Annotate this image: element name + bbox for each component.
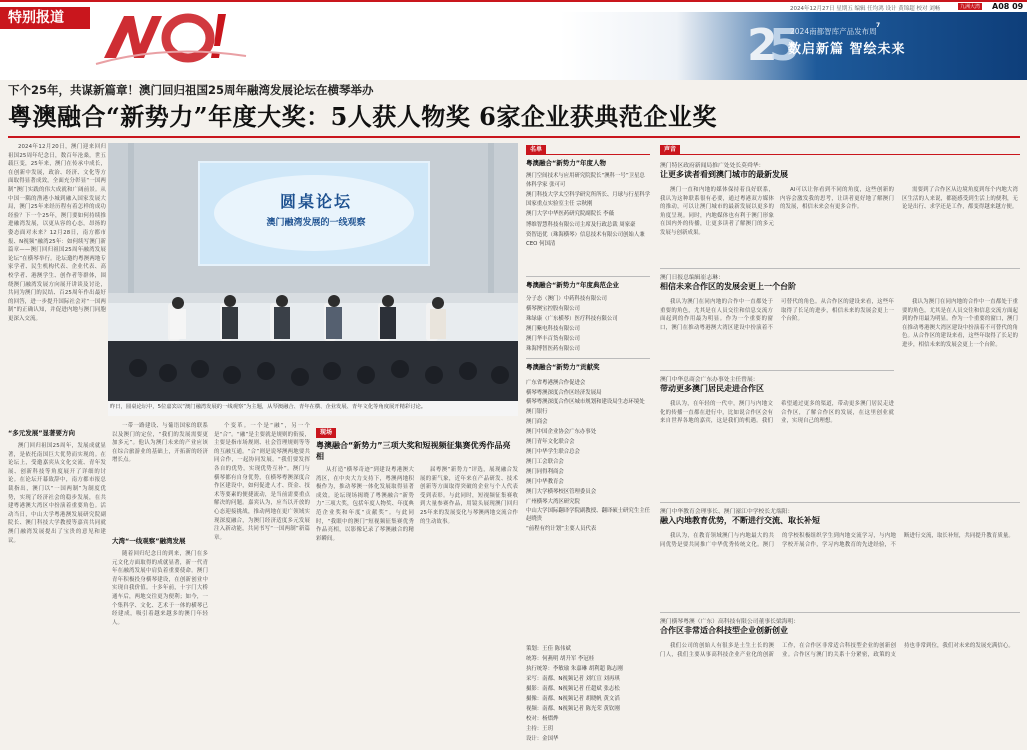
screen-subtitle: 澳门融湾发展的一线观察: [266, 218, 366, 228]
voice2-title: 相信未来合作区的发展会更上一个台阶: [660, 282, 796, 291]
credit-line: 设计：金国华: [526, 736, 559, 742]
award-contrib: 澳门青年文化联合会: [526, 438, 575, 445]
awards-divider-2: [526, 358, 650, 359]
award-enterprise: 珠绿康（广东横琴）医疗科技有限公司: [526, 316, 618, 322]
voice-side-paragraph: 我认为澳门在同内地的合作中一直都处于重要的角色，尤其是在人员交往和信息交流方面起到的作用最为明显。作为一个重要的窗口，澳门在推动粤港澳大湾区建设中扮演着不可替代的角色。从合作区的建设来看，这些年取得了长足的进步，相信未来的发展会更上一个台阶。: [902, 299, 1018, 348]
award-enterprise: 珠海博智医药有限公司: [526, 346, 580, 352]
voice1-paragraph-b: AI可以让你看到不同的角度，这些创新的内容会激发我的思考，让读者更好地了解澳门的发展，相信未来会有更多合作。: [780, 187, 894, 211]
nandu-logo-graphic: [96, 6, 246, 66]
credit-line: 采写：南都、N视频记者 刘红宣 刘再琪: [526, 676, 620, 682]
award-person: 澳门科技大学太空科学研究所所长、月球与行星科学国家重点实验室主任 宗秋刚: [526, 192, 650, 207]
col4-title: 粤澳融合“新势力”三项大奖和短视频征集赛优秀作品亮相: [316, 441, 511, 461]
voice-divider-3: [660, 502, 1020, 503]
award-contrib: 澳门中华学生联合总会: [526, 448, 580, 455]
voice5-paragraph: 我们公司的创始人有很多是土生土长的澳门人，我们主要从事高科技企业产业化的创新工作，在合作区非常适合科技型企业的创新创业。合作区与澳门的关系十分紧密，政策的支持也非常到位，我们对未来的发展充满信心。: [660, 643, 1014, 658]
credits-box: [526, 644, 650, 744]
voice4-kicker: 澳门中华教育会理事长、澳门濠江中学校长尤端阳：: [660, 509, 794, 515]
award-contrib: “前程有约计划”主要人员代表: [526, 525, 597, 532]
header-band: [0, 0, 1027, 80]
awards-enterprise-list: [526, 294, 650, 354]
award-person: 澳门空间技术与应用研究院院长“澳科一号”卫星总体科学家 张可可: [526, 173, 645, 188]
awards-people-list: [526, 172, 650, 250]
voice-divider-4: [660, 612, 1020, 613]
col3-text: [214, 422, 310, 740]
summit-slogan: 数启新篇 智绘未来: [788, 42, 906, 57]
voice1-text-b: [780, 186, 894, 266]
header-meta: 2024年12月27日 星期五 编辑 任均鸿 设计 黄锦超 校对 刘畅: [790, 6, 941, 12]
voice5-text: [660, 642, 1018, 742]
col2-paragraph-b: 随着回归纪念日的到来，澳门在多元文化方面取得的成就显著，新一代青年在融湾发展中肩负着重要使命。澳门青年积极投身横琴建设，在创新创业中实现自我价值。十多年前，十字门大桥通车后，两地交往更为便利；如今，一个集科学、文化、艺术于一体的横琴已经建成，吸引着越来越多的澳门年轻人。: [112, 551, 208, 626]
summit-banner: [560, 12, 1027, 80]
voice4-paragraph: 我认为，在教育领域澳门与内地最大的共同优势是要共同推广中华优秀传统文化。澳门的学校积极组织学生到内地交流学习，与内地学校开展合作，学习内地教育的先进经验，不断进行交流，取长补短，共同提升教育质量。: [660, 533, 1014, 548]
col2-text-a: [112, 422, 208, 532]
col2-heading: 大湾“一线观察”融湾发展: [112, 537, 186, 545]
forum-photo: [108, 143, 518, 416]
awards-contrib-title: 粤澳融合“新势力”贡献奖: [526, 363, 600, 371]
voice3-kicker: 澳门中华总商会广东办事处主任曾展：: [660, 377, 759, 383]
awards-tag: 名单: [526, 145, 546, 155]
svg-text:2: 2: [747, 20, 778, 71]
header-logo-small: 九洲大湾: [960, 4, 981, 10]
voice2-text: [660, 298, 894, 378]
award-person: 资智迅优（珠海横琴）信息技术有限公司创始人兼CEO 何国清: [526, 232, 645, 247]
header-red-rule: [0, 0, 1027, 2]
award-enterprise: 分子态（澳门）中药科技有限公司: [526, 296, 607, 302]
award-contrib: 中山大学国际翻译学院副教授、翻译硕士研究生主任赵晓贵: [526, 507, 650, 522]
award-contrib: 澳门工会联合会: [526, 458, 564, 465]
voice1-paragraph-c: 需要到了合作区从边境角度到每个内地大湾区生活的人来说，都能感受到生活上的便利，无论是出行、求学还是工作，都变得越来越方便。: [902, 187, 1018, 211]
summit-title: 2024南都智库产品发布周: [790, 27, 877, 36]
voice-side-text: [902, 298, 1018, 498]
credit-line: 执行统筹：李敏瑜 朱嘉琳 胡利超 陈志刚: [526, 666, 623, 672]
col4-paragraph: 从打造“横琴奇迹”到建设粤港澳大湾区，在中央大力支持下，粤澳两地积极作为，推动琴澳一体化发展取得显著成效。论坛现场揭晓了粤澳融合“新势力”三项大奖，包括年度人物奖、年度典范企业奖和年度“贡献奖”。与此同时，“我眼中的澳门”短视频征集赛优秀作品亮相，以影像记录了琴澳融合的精彩瞬间。: [316, 467, 414, 542]
voice1-title: 让更多读者看到澳门城市的最新发展: [660, 170, 788, 179]
voices-tag: 声音: [660, 145, 680, 155]
voice1-text-c: [902, 186, 1018, 266]
voice1-kicker: 澳门特区政府新闻局推广处处长莫舜华：: [660, 163, 765, 169]
voice1-text-a: [660, 186, 774, 266]
summit-num: 7: [876, 22, 881, 29]
voice1-paragraph-a: 澳门一直和内地的媒体保持着良好联系，我认为这种联系很有必要，通过粤港双方媒体的推动，可以让澳门城市的最新发展以更多的角度呈现。同时，内地媒体也有利于澳门形象在国内外的传播，让更多读者了解澳门的多元发展与创新成果。: [660, 187, 774, 236]
voice4-title: 融入内地教育优势，不断进行交流、取长补短: [660, 516, 820, 525]
svg-text:5: 5: [769, 20, 800, 71]
col4-tag: 现场: [316, 428, 336, 438]
award-enterprise: 澳门紫电科技有限公司: [526, 326, 580, 332]
col4-text: [316, 466, 414, 740]
photo-caption: 昨日，圆桌论坛中，5位嘉宾以“澳门融湾发展的一线观察”为主题，从琴澳融合、青年在横、企业发展、青年文化等角度展开精彩讨论。: [110, 404, 427, 410]
voice3-paragraph: 我认为，在年轻的一代中，澳门与内地文化的传播一直都在进行中，比如说合作区会有来自世界各地的嘉宾，这是我们的机遇。我们希望通过更多的渠道，带动更多澳门居民走进合作区，了解合作区的发展，在这里创业就业，实现自己的理想。: [660, 401, 894, 425]
col2-text-b: [112, 550, 208, 740]
headline-title: 粤澳融合“新势力”年度大奖：5人获人物奖 6家企业获典范企业奖: [8, 102, 717, 131]
award-contrib: 澳门商会: [526, 418, 548, 425]
headline-rule: [8, 136, 1020, 138]
voice5-kicker: 澳门横琴粤澳（广东）高科技有限公司董事长梁海明：: [660, 619, 800, 625]
credit-line: 策划：王佳 陈伟斌: [526, 646, 571, 652]
voice3-title: 带动更多澳门居民走进合作区: [660, 384, 764, 393]
screen-title: 圆桌论坛: [279, 192, 352, 211]
award-contrib: 澳门同得利商会: [526, 468, 564, 475]
awards-people-title: 粤澳融合“新势力”年度人物: [526, 159, 607, 167]
forum-photo-graphic: [108, 143, 518, 416]
col5-text: [420, 466, 518, 642]
voice2-kicker: 澳门日报总编辑崔志琳：: [660, 275, 724, 281]
col5-paragraph: 届粤澳“新势力”评选，展现融合发展的新气象，近年来在产品研发、技术创新等方面取得突破的企业与个人代表受到表彰。与此同时，短视频征集赛收到大量参赛作品，用镜头展现澳门回归25年来的发展变化与琴澳两地交流合作的生动故事。: [420, 467, 518, 525]
awards-rule: [526, 154, 650, 155]
col1-paragraph: 澳门回归祖国25周年，发展成就显著，是依托南国巨大优势而实现的。在论坛上，受邀嘉宾从文化交流、青年发展、创新科技等角度展开了详细的讨论。在论坛开幕致辞中，南方都市报总裁指出，澳门以“一国两制”为制度优势，实现了经济社会的稳步发展，在共建粤港澳大湾区中扮演着重要角色。活动当日，中山大学粤港澳发展研究院副院长、澳门科技大学教授等嘉宾共同就澳门融湾发展提出了宝贵的意见和建议。: [8, 443, 106, 544]
voices-rule: [660, 154, 1020, 155]
voice5-title: 合作区非常适合科技型企业创新创业: [660, 626, 788, 635]
section-badge: 特别报道: [0, 7, 90, 29]
voice-divider-2: [660, 370, 894, 371]
lead-text: [8, 143, 106, 423]
award-person: 博维智慧科技有限公司主席及行政总裁 周家豪: [526, 221, 636, 228]
col1-heading: “多元发展”显著要方向: [8, 429, 76, 437]
award-contrib: 澳门银行: [526, 408, 548, 415]
lead-paragraph: 2024年12月20日，澳门迎来回归祖国25周年纪念日，数百年沧桑，世五载巨变，25年来，澳门在传承中成长，在创新中发展，政治、经济、文化等方面取得显著成效，全面充分彰显“一国两制”澳门实践的伟大成就和广阔前景。从中国一隅的渔港小城到融入国家发展大局，澳门25年来经历程有着怎样的成功经验？下一个25年，澳门要如何持续推进融湾发展，以更从容的心态，昂扬的姿态面对未来？12月28日，南方都市报、N视频“融湾25年：如何续写澳门新篇章——澳门回归祖国25周年融湾发展论坛”在横琴举行。论坛邀约粤澳两地专家学者、民生机构代表、企业代表、高校学者、港澳学生、创作者等群体，围绕澳门融湾发展方向展开讲谈及讨论，共同为澳门的民结、百25周年作出最好的回答，进一步提升国际社会对“一国两制”的正确认知，并促进内地与澳门同胞更深入交流。: [8, 144, 106, 322]
awards-divider-1: [526, 276, 650, 277]
page-number: A08 09: [992, 2, 1024, 11]
col3-paragraph: 个变革。一个是“融”，另一个是“合”。“融”是主要就是规则的衔接，主要是指市场规则、社会管理规则等等的互融互通。“合”则是说琴澳两地要共同合作，一起协同发展。“我们要发挥各自的优势，实现优势互补”。澳门与横琴都有自身优势，在横琴粤澳深度合作区建设中，如何促进人才、资金、技术等要素的便捷流动，是当前需要重点解决的问题。嘉宾认为，应当以开放的心态迎接挑战，推动两地在更广领域实现深度融合，为澳门经济适度多元发展注入新动能，共同书写“一国两制”新篇章。: [214, 423, 310, 541]
nandu-logo: [96, 6, 246, 66]
col2-paragraph-a: 一带一路建设、与葡语国家的联系以及澳门的定位，“我们的发展需要更加多元”。他认为澳门未来的产业应该在综合旅游业的基础上，开拓新的经济增长点。: [112, 423, 208, 464]
voice3-text: [660, 400, 894, 500]
award-contrib: 广州横琴大湾区研究院: [526, 498, 580, 505]
award-enterprise: 横琴澳宝控股有限公司: [526, 306, 580, 312]
voice-divider-1: [660, 268, 1020, 269]
awards-enterprise-title: 粤澳融合“新势力”年度典范企业: [526, 281, 620, 289]
credit-line: 校对：杨熠烨: [526, 716, 559, 722]
award-contrib: 横琴粤澳深度合作区城市规划和建设局生态环境处: [526, 399, 645, 405]
credit-line: 摄像：南都、N视频记者 胡晓帆 黄文滔: [526, 696, 620, 702]
voice4-text: [660, 532, 1018, 612]
headline-kicker: 下个25年，共谋新篇章！澳门回归祖国25周年融湾发展论坛在横琴举办: [8, 83, 374, 97]
awards-contrib-list: [526, 378, 650, 534]
credit-line: 统筹：何燕明 胡升军 李冠桂: [526, 656, 595, 662]
voice2-paragraph: 我认为澳门在同内地的合作中一直都处于重要的角色，尤其是在人员交往和信息交流方面起到的作用最为明显。作为一个重要的窗口，澳门在推动粤港澳大湾区建设中扮演着不可替代的角色。从合作区的建设来看，这些年取得了长足的进步，相信未来的发展会更上一个台阶。: [660, 299, 894, 331]
award-contrib: 澳门大学横琴校区管理委员会: [526, 488, 597, 495]
award-person: 澳门大学中华医药研究院副院长 李薇: [526, 211, 614, 217]
award-contrib: 澳门中国企业协会广东办事处: [526, 428, 597, 435]
col1-text: [8, 442, 106, 742]
credit-line: 视频：南都、N视频记者 陈光荣 黄钦刚: [526, 706, 620, 712]
award-contrib: 广东省粤港澳合作促进会: [526, 380, 586, 386]
award-contrib: 澳门中华教育会: [526, 478, 564, 485]
credit-line: 摄影：南都、N视频记者 任超斌 张志松: [526, 686, 620, 692]
award-contrib: 横琴粤澳深度合作区经济发展局: [526, 390, 602, 396]
award-enterprise: 澳门华丰百货有限公司: [526, 336, 580, 342]
credit-line: 主持：王玥: [526, 726, 553, 732]
